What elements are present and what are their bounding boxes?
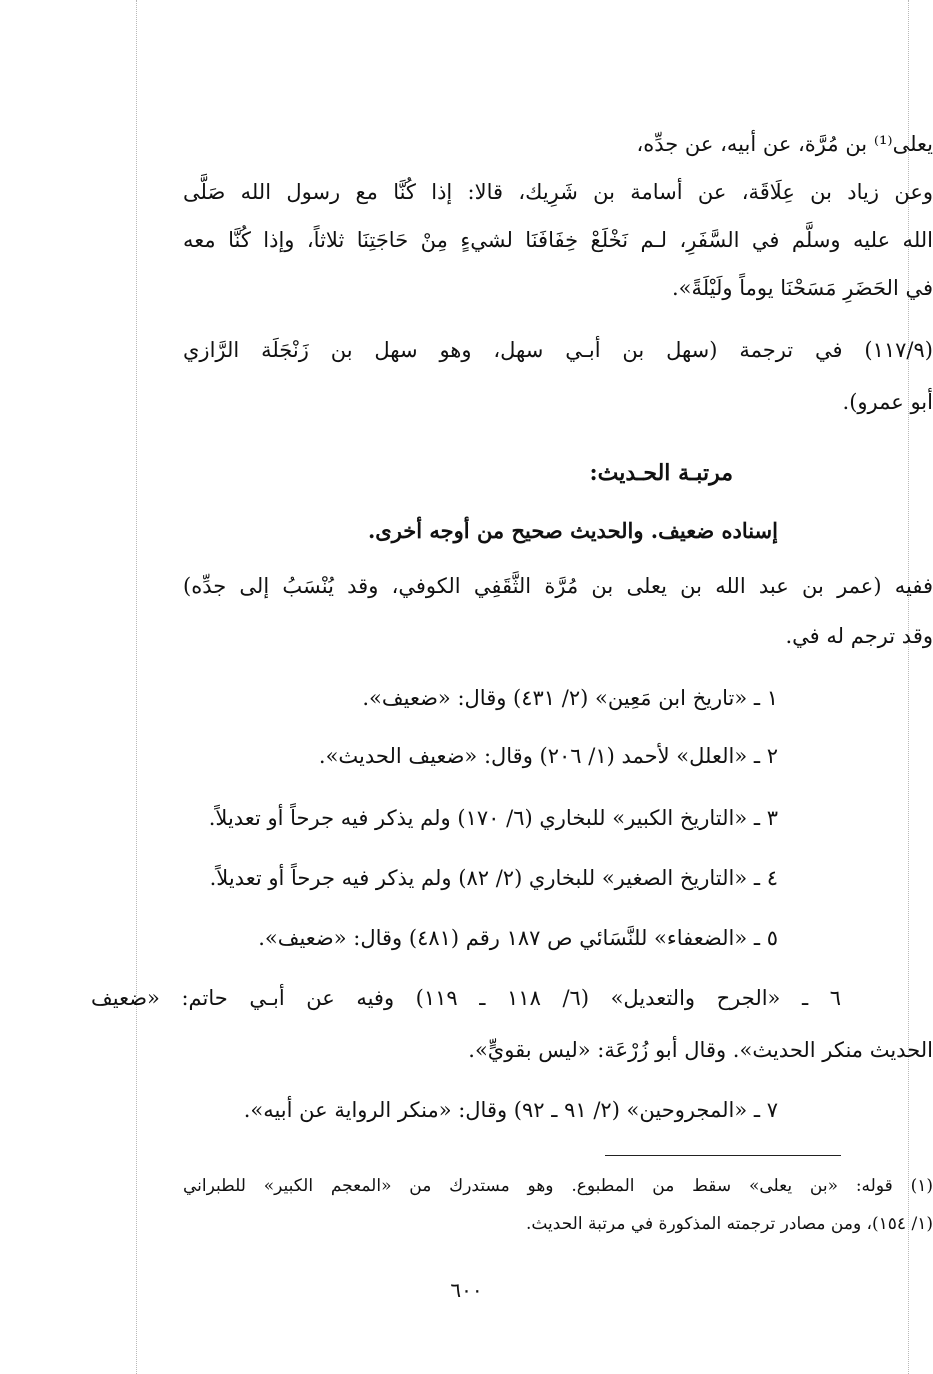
intro-line-1: ففيه (عمر بن عبد الله بن يعلى بن مُرَّة الثَّقَفِي الكوفي، وقد يُنْسَبُ إلى جدِّه) (183, 574, 933, 598)
source-item-4: ٤ ـ «التاريخ الصغير» للبخاري (٢/ ٨٢) ولم يذكر فيه جرحاً أو تعديلاً. (209, 866, 778, 890)
source-item-6-line-2: الحديث منكر الحديث». وقال أبو زُرْعَة: «ليس بقويٍّ». (468, 1038, 933, 1062)
footnote-line-1: (١) قوله: «بن يعلى» سقط من المطبوع. وهو مستدرك من «المعجم الكبير» للطبراني (183, 1176, 933, 1196)
source-item-1: ١ ـ «تاريخ ابن مَعِين» (٢/ ٤٣١) وقال: «ضعيف». (362, 686, 778, 710)
body-line-1: يعلى⁽¹⁾ بن مُرَّة، عن أبيه، عن جدِّه، (636, 132, 933, 156)
body-line-3: الله عليه وسلَّم في السَّفَرِ، لـم نَخْلَعْ خِفَافَنَا لشيءٍ مِنْ حَاجَتِنَا ثلاثاً، وإذا كُنَّا معه (183, 228, 933, 252)
section-heading: مرتبـة الحـديث: (589, 460, 733, 486)
source-item-7: ٧ ـ «المجروحين» (٢/ ٩١ ـ ٩٢) وقال: «منكر الرواية عن أبيه». (243, 1098, 778, 1122)
reference-line-1: (١١٧/٩) في ترجمة (سهل بن أبـي سهل، وهو سهل بن زَنْجَلَة الرَّازي (183, 338, 933, 362)
scan-artifact-line (908, 0, 909, 1374)
page-number: ٦٠٠ (450, 1278, 483, 1302)
footnote-separator (605, 1155, 841, 1156)
body-line-4: في الحَضَرِ مَسَحْنَا يوماً ولَيْلَةً». (671, 276, 933, 300)
source-item-2: ٢ ـ «العلل» لأحمد (١/ ٢٠٦) وقال: «ضعيف الحديث». (318, 744, 778, 768)
body-line-2: وعن زياد بن عِلَاقَة، عن أسامة بن شَرِيك، قالا: إذا كُنَّا مع رسول الله صَلَّى (183, 180, 933, 204)
source-item-3: ٣ ـ «التاريخ الكبير» للبخاري (٦/ ١٧٠) ولم يذكر فيه جرحاً أو تعديلاً. (208, 806, 778, 830)
intro-line-2: وقد ترجم له في. (785, 624, 933, 648)
footnote-line-2: (١/ ١٥٤)، ومن مصادر ترجمته المذكورة في مرتبة الحديث. (525, 1214, 933, 1234)
source-item-6-line-1: ٦ ـ «الجرح والتعديل» (٦/ ١١٨ ـ ١١٩) وفيه عن أبـي حاتم: «ضعيف (91, 986, 841, 1010)
reference-line-2: أبو عمرو). (842, 390, 933, 414)
verdict-line: إسناده ضعيف. والحديث صحيح من أوجه أخرى. (367, 518, 778, 543)
source-item-5: ٥ ـ «الضعفاء» للنَّسَائي ص ١٨٧ رقم (٤٨١) وقال: «ضعيف». (258, 926, 778, 950)
